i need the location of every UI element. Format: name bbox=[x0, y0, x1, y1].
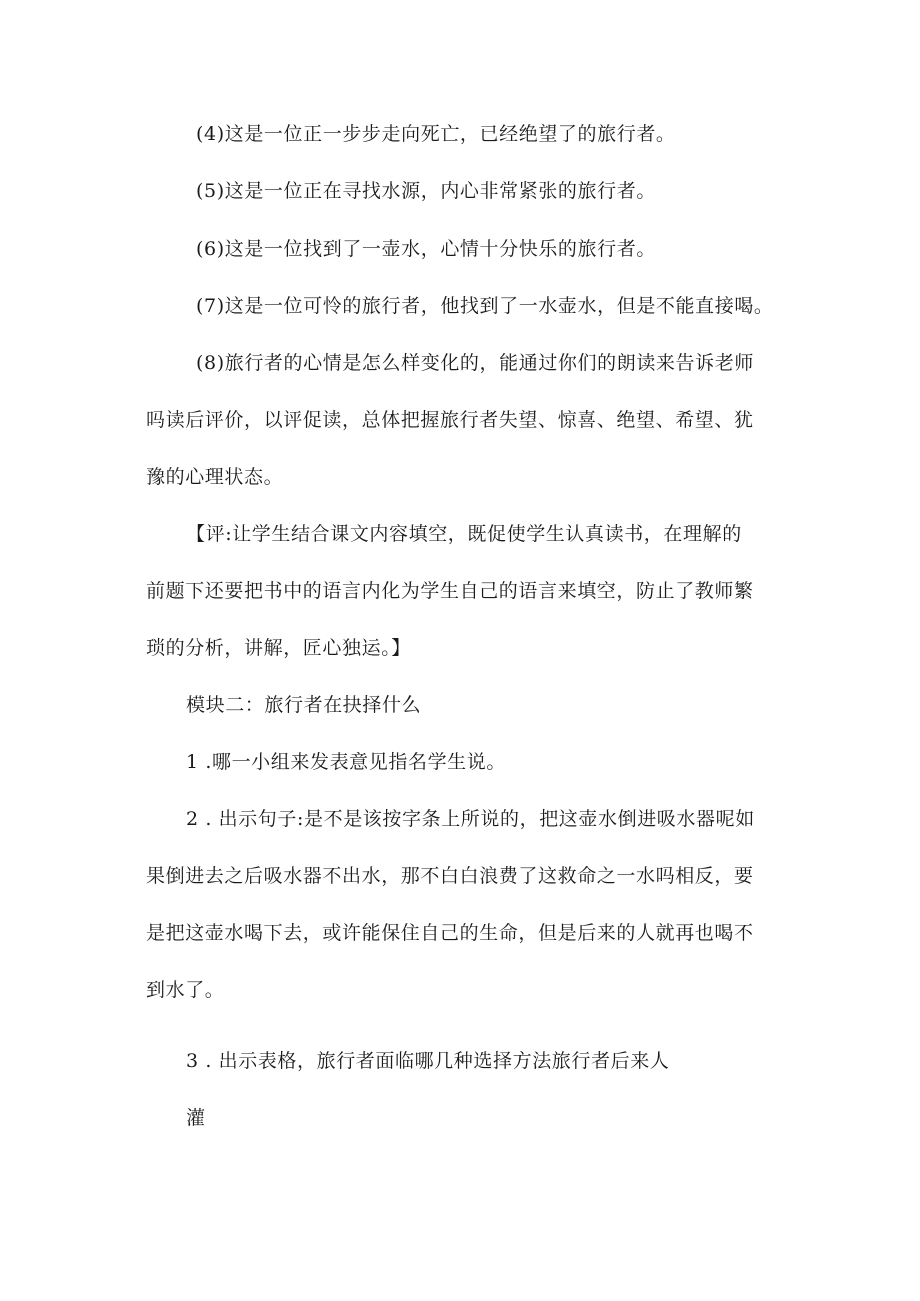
comment-line: 琐的分析，讲解，匠心独运。】 bbox=[146, 637, 411, 659]
paragraph-line: 到水了。 bbox=[146, 979, 225, 1001]
paragraph-line: (5)这是一位正在寻找水源，内心非常紧张的旅行者。 bbox=[196, 180, 656, 202]
section-heading: 模块二：旅行者在抉择什么 bbox=[186, 694, 422, 716]
paragraph-line: 灌 bbox=[186, 1107, 206, 1129]
list-item: 3 . 出示表格，旅行者面临哪几种选择方法旅行者后来人 bbox=[186, 1050, 670, 1072]
comment-line: 【评:让学生结合课文内容填空，既促使学生认真读书，在理解的 bbox=[186, 523, 742, 545]
list-item: 2 . 出示句子:是不是该按字条上所说的，把这壶水倒进吸水器呢如 bbox=[186, 808, 755, 830]
paragraph-line: 果倒进去之后吸水器不出水，那不白白浪费了这救命之一水吗相反，要 bbox=[146, 865, 754, 887]
paragraph-line: 吗读后评价，以评促读，总体把握旅行者失望、惊喜、绝望、希望、犹 bbox=[146, 409, 754, 431]
paragraph-line: (4)这是一位正一步步走向死亡，已经绝望了的旅行者。 bbox=[196, 123, 676, 145]
paragraph-line: 是把这壶水喝下去，或许能保住自己的生命，但是后来的人就再也喝不 bbox=[146, 922, 754, 944]
paragraph-line: 豫的心理状态。 bbox=[146, 466, 284, 488]
paragraph-line: (7)这是一位可怜的旅行者，他找到了一水壶水，但是不能直接喝。 bbox=[196, 295, 774, 317]
list-item: 1 .哪一小组来发表意见指名学生说。 bbox=[186, 751, 506, 773]
comment-line: 前题下还要把书中的语言内化为学生自己的语言来填空，防止了教师繁 bbox=[146, 580, 754, 602]
paragraph-line: (8)旅行者的心情是怎么样变化的，能通过你们的朗读来告诉老师 bbox=[196, 352, 754, 374]
paragraph-line: (6)这是一位找到了一壶水，心情十分快乐的旅行者。 bbox=[196, 238, 656, 260]
